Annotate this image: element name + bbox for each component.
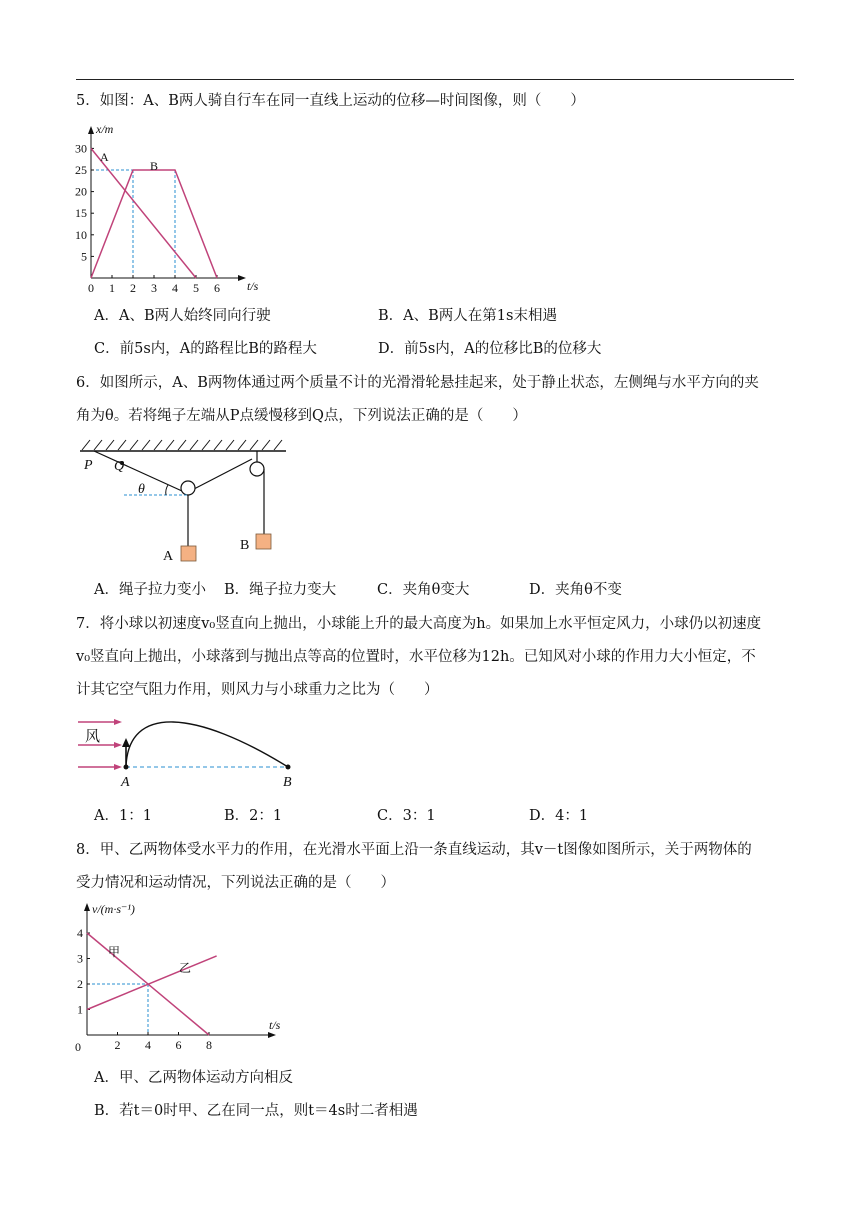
q5-series-1 (91, 170, 217, 278)
q8-ticks (77, 926, 212, 1052)
q7-stem-line-2: v₀竖直向上抛出，小球落到与抛出点等高的位置时，水平位移为12h。已知风对小球的作用力大小恒定，不 (76, 649, 756, 665)
q5-y-tick-4: 25 (75, 163, 87, 177)
q8-x-axis-arrow (268, 1032, 276, 1038)
q5-x-tick-6: 6 (214, 281, 220, 295)
pulley-fixed (250, 462, 264, 476)
q7-option-d[interactable]: D．4：1 (529, 808, 589, 824)
q5-series-0 (91, 148, 196, 278)
ceiling-hatch (82, 440, 282, 450)
q6-option-d[interactable]: D．夹角θ不变 (529, 582, 622, 598)
q5-x-axis-arrow (238, 275, 246, 281)
q8-series-1 (87, 956, 217, 1010)
q7-option-a[interactable]: A．1：1 (94, 808, 152, 824)
q6-pulley-figure (76, 436, 296, 571)
q8-series-label-jia: 甲 (108, 945, 121, 959)
point-b (286, 765, 291, 770)
label-a: A (121, 775, 130, 790)
q5-option-c[interactable]: C．前5s内，A的路程比B的路程大 (94, 341, 317, 357)
q8-y-tick-0: 1 (77, 1002, 83, 1017)
q5-y-axis-arrow (88, 126, 94, 134)
initial-velocity-arrowhead (122, 738, 130, 747)
label-theta: θ (138, 482, 145, 497)
label-b: B (283, 775, 292, 790)
q8-x-tick-3: 8 (206, 1038, 212, 1052)
rope-middle (194, 459, 252, 489)
q5-option-b[interactable]: B．A、B两人在第1s末相遇 (378, 308, 557, 324)
q5-series-label-b: B (150, 159, 159, 173)
q8-stem-line-1: 8．甲、乙两物体受水平力的作用，在光滑水平面上沿一条直线运动，其v－t图像如图所示，关于两物体的 (76, 842, 752, 858)
q8-y-label: v/(m·s⁻¹) (92, 902, 135, 916)
q5-x-tick-4: 4 (172, 281, 178, 295)
q8-y-tick-3: 4 (77, 926, 83, 940)
label-a: A (163, 549, 174, 564)
q7-option-b[interactable]: B．2：1 (224, 808, 283, 824)
q8-y-axis-arrow (84, 903, 90, 911)
q6-option-a[interactable]: A．绳子拉力变小 (94, 582, 206, 598)
q5-y-tick-2: 15 (75, 206, 87, 221)
q5-x-tick-2: 2 (130, 281, 136, 295)
q6-option-b[interactable]: B．绳子拉力变大 (224, 582, 337, 598)
q5-y-tick-5: 30 (75, 141, 87, 156)
q5-guide-lines (91, 170, 175, 278)
q8-option-a[interactable]: A．甲、乙两物体运动方向相反 (94, 1070, 293, 1086)
q5-option-d[interactable]: D．前5s内，A的位移比B的位移大 (378, 341, 602, 357)
label-b: B (240, 538, 250, 553)
q5-x-tick-5: 5 (193, 281, 199, 295)
q8-chart (66, 898, 296, 1058)
q5-x-tick-3: 3 (151, 281, 157, 295)
trajectory (126, 722, 288, 767)
q8-x-tick-1: 4 (145, 1038, 151, 1052)
q8-guide-lines (87, 984, 148, 1035)
q7-stem-line-3: 计其它空气阻力作用，则风力与小球重力之比为（ ） (76, 682, 439, 698)
q6-option-c[interactable]: C．夹角θ变大 (377, 582, 470, 598)
q6-stem-line-2: 角为θ。若将绳子左端从P点缓慢移到Q点，下列说法正确的是（ ） (76, 408, 527, 424)
theta-arc (166, 485, 168, 495)
q5-y-tick-3: 20 (75, 184, 87, 199)
q5-y-tick-0: 5 (81, 249, 87, 264)
q6-stem-line-1: 6．如图所示，A、B两物体通过两个质量不计的光滑滑轮悬挂起来，处于静止状态，左侧绳与水平方向的夹 (76, 375, 759, 391)
q8-series (87, 933, 217, 1035)
q8-y-tick-1: 2 (77, 977, 83, 991)
top-rule (76, 79, 794, 80)
q5-x-label: t/s (247, 279, 259, 293)
q5-y-tick-1: 10 (75, 227, 87, 242)
q8-y-tick-2: 3 (77, 951, 83, 966)
q5-x-tick-0: 0 (88, 281, 94, 295)
q5-series-label-a: A (100, 150, 109, 164)
wind-label: 风 (85, 729, 101, 745)
label-q: Q (114, 459, 125, 474)
block-a (181, 546, 196, 561)
q7-trajectory-figure (76, 712, 306, 792)
q8-stem-line-2: 受力情况和运动情况，下列说法正确的是（ ） (76, 875, 395, 891)
label-p: P (84, 458, 93, 473)
q8-origin-label: 0 (75, 1040, 81, 1054)
point-a (124, 765, 129, 770)
q8-series-label-yi: 乙 (179, 961, 192, 975)
q7-option-c[interactable]: C．3：1 (377, 808, 436, 824)
q5-stem: 5．如图：A、B两人骑自行车在同一直线上运动的位移—时间图像，则（ ） (76, 93, 585, 109)
q8-x-tick-2: 6 (175, 1038, 182, 1052)
pulley-movable (181, 481, 195, 495)
q8-option-b[interactable]: B．若t＝0时甲、乙在同一点，则t＝4s时二者相遇 (94, 1103, 418, 1119)
q5-option-a[interactable]: A．A、B两人始终同向行驶 (94, 308, 271, 324)
q8-x-tick-0: 2 (114, 1038, 121, 1052)
q5-y-label: x/m (96, 122, 114, 136)
q7-stem-line-1: 7．将小球以初速度v₀竖直向上抛出，小球能上升的最大高度为h。如果加上水平恒定风力，小球仍以初速度 (76, 616, 762, 632)
q5-chart (70, 118, 270, 298)
block-b (256, 534, 271, 549)
q5-x-tick-1: 1 (109, 281, 115, 295)
q8-x-label: t/s (269, 1018, 281, 1032)
